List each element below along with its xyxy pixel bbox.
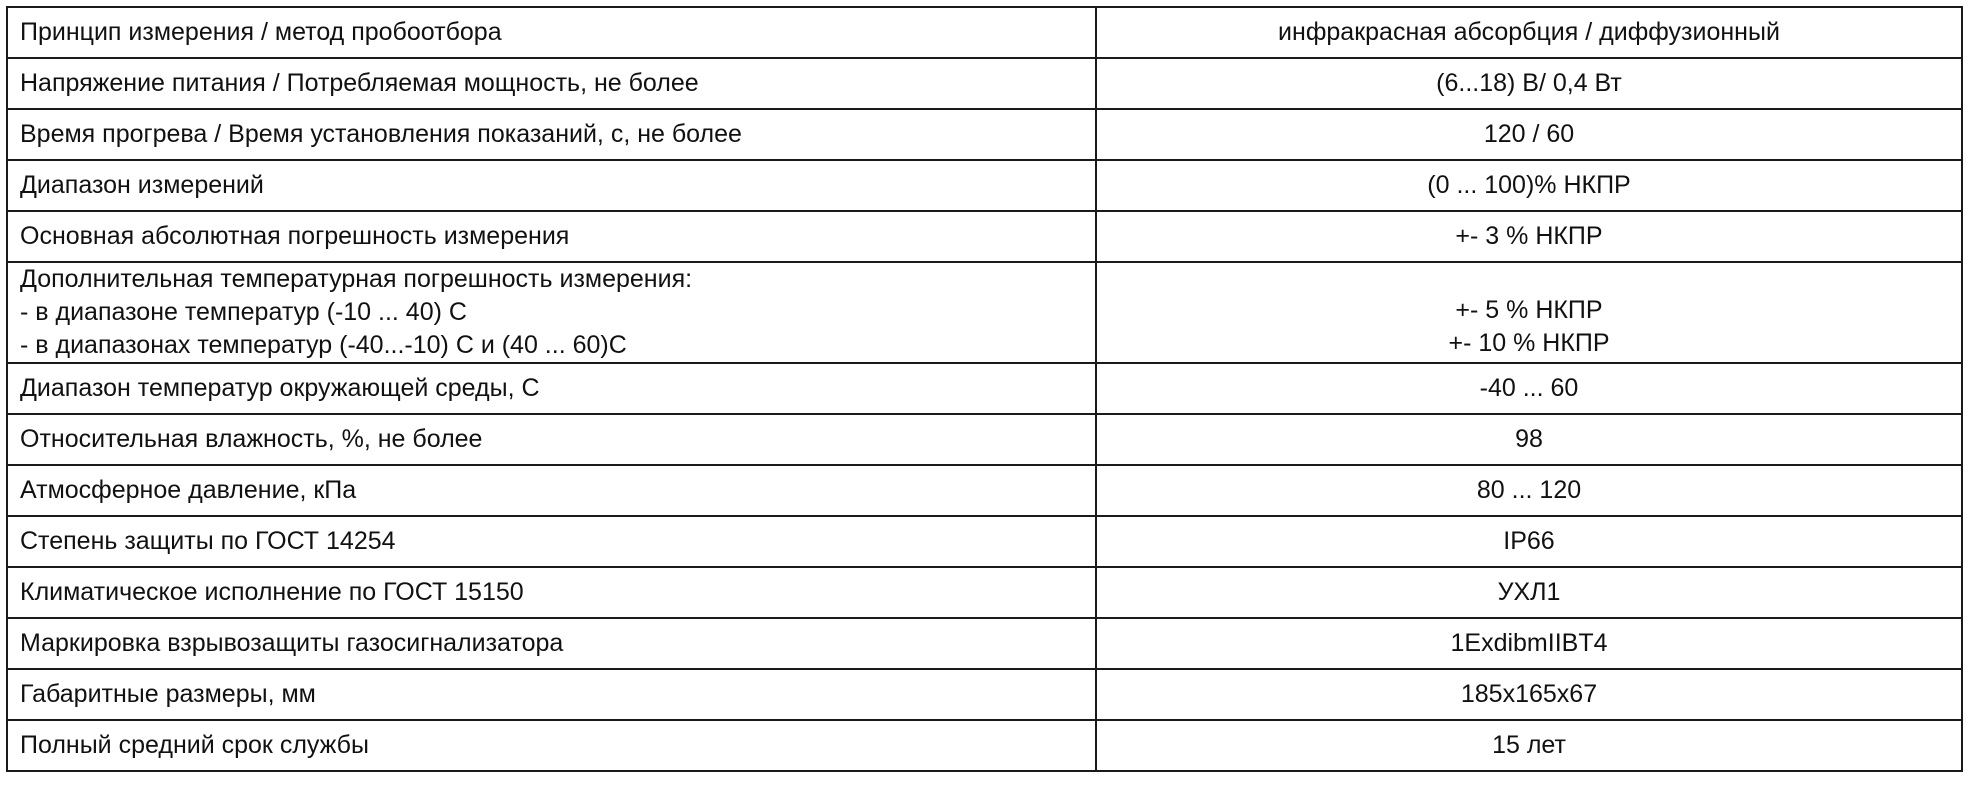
parameter-cell: Степень защиты по ГОСТ 14254 (7, 516, 1096, 567)
specifications-table (6, 6, 1963, 772)
parameter-cell: Диапазон температур окружающей среды, С (7, 363, 1096, 414)
value-cell: 185x165x67 (1096, 669, 1962, 720)
table-row (7, 211, 1962, 262)
table-row (7, 160, 1962, 211)
table-row (7, 414, 1962, 465)
parameter-cell: Принцип измерения / метод пробоотбора (7, 7, 1096, 58)
value-cell: инфракрасная абсорбция / диффузионный (1096, 7, 1962, 58)
table-row (7, 465, 1962, 516)
table-row (7, 516, 1962, 567)
value-cell: 80 ... 120 (1096, 465, 1962, 516)
parameter-cell: Основная абсолютная погрешность измерения (7, 211, 1096, 262)
table-row (7, 618, 1962, 669)
value-cell: (0 ... 100)% НКПР (1096, 160, 1962, 211)
table-row (7, 109, 1962, 160)
value-cell: 15 лет (1096, 720, 1962, 771)
value-cell: +- 5 % НКПР +- 10 % НКПР (1096, 262, 1962, 363)
value-cell: +- 3 % НКПР (1096, 211, 1962, 262)
parameter-cell: Время прогрева / Время установления показаний, с, не более (7, 109, 1096, 160)
value-cell: (6...18) В/ 0,4 Вт (1096, 58, 1962, 109)
parameter-cell: Атмосферное давление, кПа (7, 465, 1096, 516)
parameter-cell: Напряжение питания / Потребляемая мощность, не более (7, 58, 1096, 109)
value-cell: УХЛ1 (1096, 567, 1962, 618)
table-row (7, 669, 1962, 720)
table-row (7, 363, 1962, 414)
table-row (7, 720, 1962, 771)
value-cell: IP66 (1096, 516, 1962, 567)
parameter-cell: Маркировка взрывозащиты газосигнализатора (7, 618, 1096, 669)
parameter-cell: Полный средний срок службы (7, 720, 1096, 771)
parameter-cell: Относительная влажность, %, не более (7, 414, 1096, 465)
parameter-cell: Дополнительная температурная погрешность измерения: - в диапазоне температур (-10 ... 40) С - в диапазонах температур (-40...-10) С и (40 ... 60)С (7, 262, 1096, 363)
table-row (7, 58, 1962, 109)
value-cell: 1ExdibmIIBT4 (1096, 618, 1962, 669)
value-cell: -40 ... 60 (1096, 363, 1962, 414)
table-row (7, 262, 1962, 363)
table-row (7, 7, 1962, 58)
parameter-cell: Габаритные размеры, мм (7, 669, 1096, 720)
parameter-cell: Диапазон измерений (7, 160, 1096, 211)
value-cell: 120 / 60 (1096, 109, 1962, 160)
value-cell: 98 (1096, 414, 1962, 465)
table-row (7, 567, 1962, 618)
parameter-cell: Климатическое исполнение по ГОСТ 15150 (7, 567, 1096, 618)
